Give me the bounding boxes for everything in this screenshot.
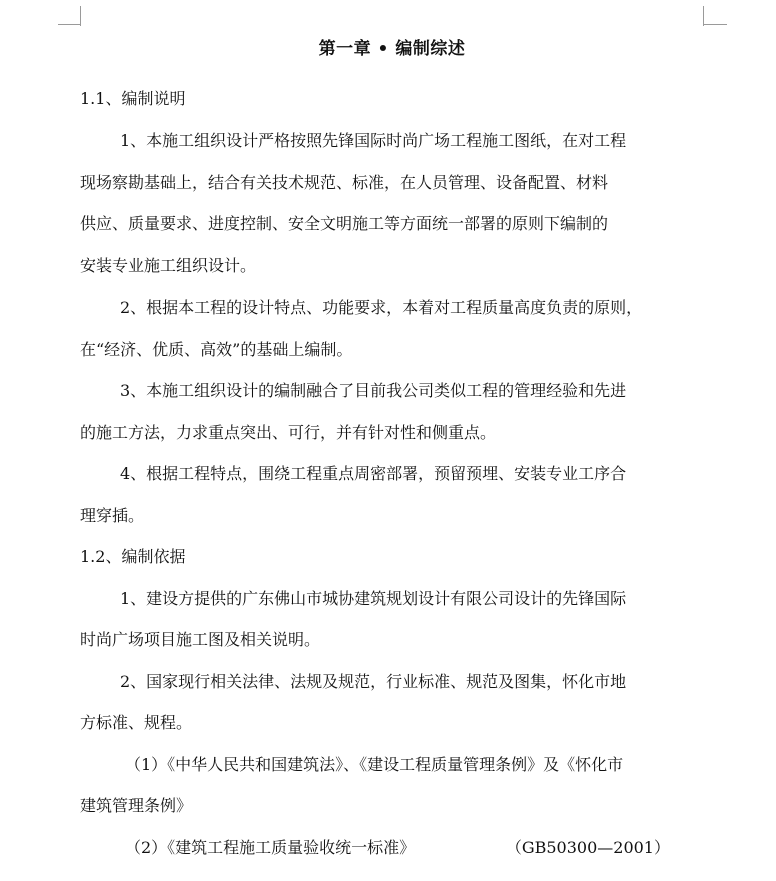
margin-corner-mark bbox=[80, 6, 81, 26]
paragraph-line: 1、本施工组织设计严格按照先锋国际时尚广场工程施工图纸，在对工程 bbox=[120, 131, 627, 150]
paragraph-line: 安装专业施工组织设计。 bbox=[80, 256, 257, 275]
paragraph-line: 2、根据本工程的设计特点、功能要求，本着对工程质量高度负责的原则， bbox=[120, 298, 643, 317]
paragraph-line: 3、本施工组织设计的编制融合了目前我公司类似工程的管理经验和先进 bbox=[120, 381, 627, 400]
margin-corner-mark bbox=[703, 6, 704, 26]
list-item-line: （2）《建筑工程施工质量验收统一标准》 bbox=[125, 838, 416, 857]
paragraph-line: 4、根据工程特点，围绕工程重点周密部署，预留预埋、安装专业工序合 bbox=[120, 464, 627, 483]
margin-corner-mark bbox=[703, 24, 727, 25]
paragraph-line: 的施工方法，力求重点突出、可行，并有针对性和侧重点。 bbox=[80, 423, 497, 442]
paragraph-line: 2、国家现行相关法律、法规及规范，行业标准、规范及图集，怀化市地 bbox=[120, 672, 627, 691]
paragraph-line: 在“经济、优质、高效”的基础上编制。 bbox=[80, 340, 353, 359]
paragraph-line: 理穿插。 bbox=[80, 506, 145, 525]
paragraph-line: 现场察勘基础上，结合有关技术规范、标准，在人员管理、设备配置、材料 bbox=[80, 173, 609, 192]
list-item-line: 建筑管理条例》 bbox=[80, 796, 193, 815]
paragraph-line: 方标准、规程。 bbox=[80, 713, 193, 732]
margin-corner-mark bbox=[58, 24, 80, 25]
paragraph-line: 1、建设方提供的广东佛山市城协建筑规划设计有限公司设计的先锋国际 bbox=[120, 589, 627, 608]
chapter-title: 第一章 • 编制综述 bbox=[318, 39, 466, 59]
section-heading: 1.1、编制说明 bbox=[80, 89, 186, 108]
standard-code: （GB50300—2001） bbox=[505, 838, 670, 857]
list-item-line: （1）《中华人民共和国建筑法》、《建设工程质量管理条例》及《怀化市 bbox=[125, 755, 624, 774]
paragraph-line: 时尚广场项目施工图及相关说明。 bbox=[80, 630, 321, 649]
section-heading: 1.2、编制依据 bbox=[80, 547, 186, 566]
paragraph-line: 供应、质量要求、进度控制、安全文明施工等方面统一部署的原则下编制的 bbox=[80, 214, 609, 233]
